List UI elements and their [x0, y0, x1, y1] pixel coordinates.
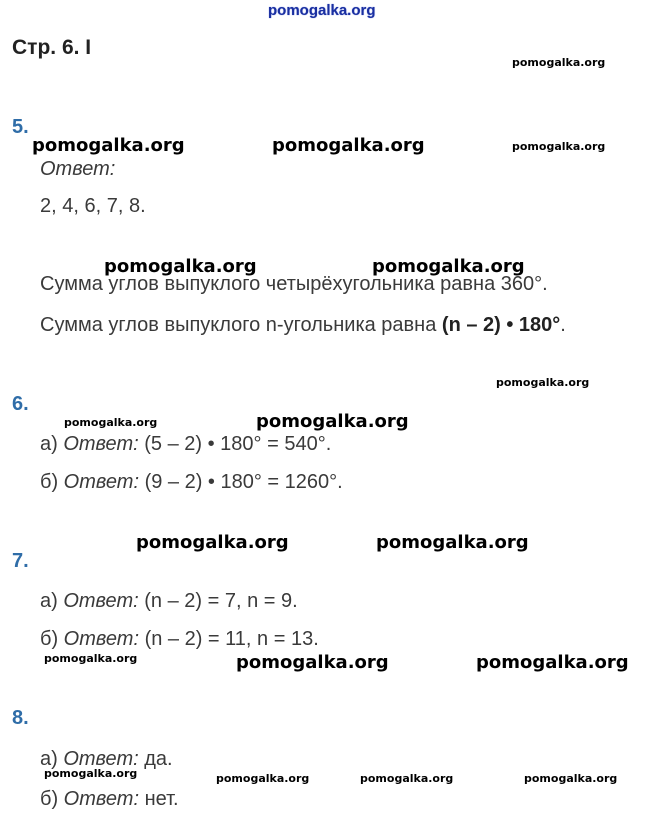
task-5-answer-value: 2, 4, 6, 7, 8.: [40, 195, 146, 217]
watermark: pomogalka.org: [64, 416, 158, 429]
task-5-answer-label: [40, 158, 115, 181]
item-prefix: б): [40, 788, 64, 810]
task-5-number: 5.: [12, 116, 29, 138]
task-6-b: [40, 471, 343, 494]
task-7-b: [40, 628, 319, 651]
watermark: pomogalka.org: [44, 767, 138, 780]
watermark: pomogalka.org: [236, 652, 389, 673]
watermark: pomogalka.org: [496, 376, 590, 389]
watermark: pomogalka.org: [256, 411, 409, 432]
watermark: pomogalka.org: [524, 772, 618, 785]
watermark: pomogalka.org: [512, 56, 606, 69]
answer-value: (5 – 2) • 180° = 540°.: [138, 433, 332, 455]
task-7-a: [40, 590, 298, 613]
watermark: pomogalka.org: [360, 772, 454, 785]
watermark: pomogalka.org: [376, 532, 529, 553]
answer-label: Ответ:: [63, 471, 140, 493]
task-5-sum-quadrilateral: Сумма углов выпуклого четырёхугольника равна 360°.: [40, 273, 548, 295]
page-title: Стр. 6. I: [12, 36, 92, 59]
watermark: pomogalka.org: [272, 135, 425, 156]
answer-value: нет.: [139, 788, 179, 810]
watermark-top-link: pomogalka.org: [268, 2, 376, 19]
item-prefix: а): [40, 433, 64, 455]
item-prefix: б): [40, 471, 64, 493]
answer-value: (n – 2) = 11, n = 13.: [139, 628, 319, 650]
watermark: pomogalka.org: [216, 772, 310, 785]
task-5-sum-ngon: [40, 314, 566, 337]
answer-value: (n – 2) = 7, n = 9.: [138, 590, 298, 612]
item-prefix: б): [40, 628, 64, 650]
item-prefix: а): [40, 748, 64, 770]
answer-label: Ответ:: [63, 788, 140, 810]
sum-ngon-formula: (n – 2) • 180°: [441, 314, 561, 336]
item-prefix: а): [40, 590, 64, 612]
answer-label: Ответ:: [40, 158, 116, 180]
watermark: pomogalka.org: [32, 135, 185, 156]
answer-label: Ответ:: [63, 590, 139, 612]
watermark: pomogalka.org: [104, 256, 257, 277]
task-6-number: 6.: [12, 393, 29, 415]
task-7-number: 7.: [12, 550, 29, 572]
task-8-b: [40, 788, 179, 811]
watermark: pomogalka.org: [476, 652, 629, 673]
watermark: pomogalka.org: [512, 140, 606, 153]
watermark: pomogalka.org: [44, 652, 138, 665]
watermark: pomogalka.org: [136, 532, 289, 553]
task-6-a: [40, 433, 331, 456]
sum-ngon-text: Сумма углов выпуклого n-угольника равна: [40, 314, 442, 336]
answer-value: да.: [138, 748, 173, 770]
sum-ngon-end: .: [560, 314, 566, 336]
watermark: pomogalka.org: [372, 256, 525, 277]
answer-value: (9 – 2) • 180° = 1260°.: [139, 471, 343, 493]
answer-label: Ответ:: [63, 748, 139, 770]
answer-label: Ответ:: [63, 628, 140, 650]
answer-label: Ответ:: [63, 433, 139, 455]
task-8-number: 8.: [12, 707, 29, 729]
